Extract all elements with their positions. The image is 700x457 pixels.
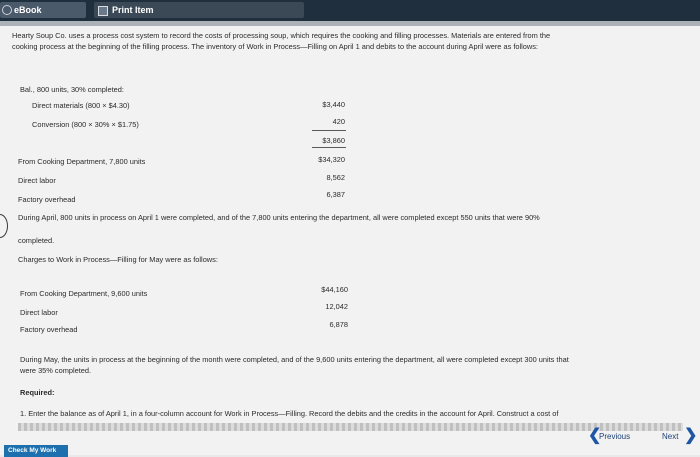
top-toolbar [0,0,700,21]
previous-arrow-icon[interactable]: ❮ [588,427,602,444]
may-factory-overhead-value: 6,878 [329,320,348,329]
may-factory-overhead-label: Factory overhead [20,325,78,334]
intro-line-2: cooking process at the beginning of the filling process. The inventory of Work in Process—Filling on April 1 and debits to the account during April were as follows: [12,42,538,51]
april-balance-heading: Bal., 800 units, 30% completed: [20,85,124,94]
april-factory-overhead-label: Factory overhead [18,195,76,204]
april-conversion-label: Conversion (800 × 30% × $1.75) [32,120,139,129]
print-icon [98,6,108,16]
print-item-tab[interactable] [94,2,304,18]
april-note-line-2: completed. [18,236,55,245]
subtotal-underline [312,147,346,148]
next-button[interactable]: Next [662,432,679,441]
may-heading: Charges to Work in Process—Filling for May were as follows: [18,255,218,264]
subtotal-rule [312,130,346,131]
april-subtotal-value: $3,860 [322,136,345,145]
ebook-icon [2,5,12,15]
check-my-work-button[interactable]: Check My Work [4,445,68,457]
april-direct-materials-value: $3,440 [322,100,345,109]
april-conversion-value: 420 [332,117,345,126]
ebook-tab-label: eBook [14,5,42,15]
required-heading: Required: [20,388,55,397]
intro-line-1: Hearty Soup Co. uses a process cost system to record the costs of processing soup, which requires the cooking and filling processes. Materials are entered from the [12,31,551,40]
april-direct-labor-label: Direct labor [18,176,56,185]
required-item-1: 1. Enter the balance as of April 1, in a four-column account for Work in Process—Filling. Record the debits and the credits in the account for April. Construct a cost of [20,409,559,418]
ebook-tab[interactable] [0,2,86,18]
previous-button[interactable]: Previous [599,432,631,441]
may-note-line-1: During May, the units in process at the beginning of the month were completed, and of the 9,600 units entering the department, all were completed except 300 units that [20,355,569,364]
may-direct-labor-label: Direct labor [20,308,58,317]
next-arrow-icon[interactable]: ❯ [684,427,698,444]
may-from-cooking-value: $44,160 [321,285,348,294]
cut-off-text-line [18,423,683,431]
april-direct-labor-value: 8,562 [326,173,345,182]
april-from-cooking-label: From Cooking Department, 7,800 units [18,157,146,166]
print-item-label: Print Item [112,5,154,15]
may-from-cooking-label: From Cooking Department, 9,600 units [20,289,148,298]
april-note-line-1: During April, 800 units in process on April 1 were completed, and of the 7,800 units entering the department, all were completed except 550 units that were 90% [18,213,540,222]
april-from-cooking-value: $34,320 [318,155,345,164]
may-note-line-2: were 35% completed. [20,366,92,375]
april-factory-overhead-value: 6,387 [326,190,345,199]
may-direct-labor-value: 12,042 [325,302,348,311]
april-direct-materials-label: Direct materials (800 × $4.30) [32,101,130,110]
